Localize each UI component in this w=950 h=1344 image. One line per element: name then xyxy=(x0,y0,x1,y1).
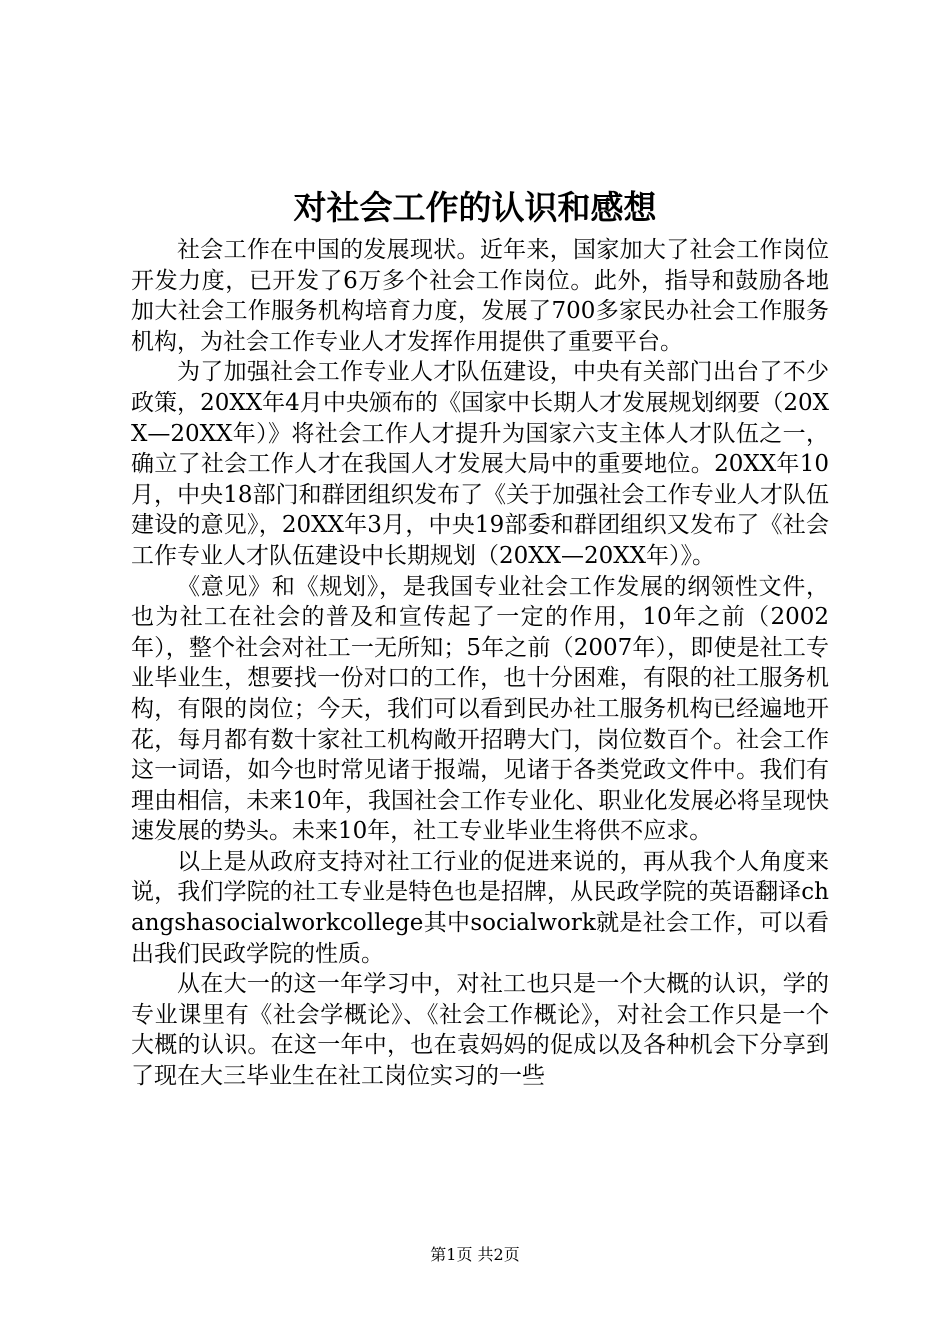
page-footer: 第1页 共2页 xyxy=(430,1245,520,1264)
paragraph-1: 社会工作在中国的发展现状。近年来，国家加大了社会工作岗位开发力度，已开发了6万多个社会工作岗位。此外，指导和鼓励各地加大社会工作服务机构培育力度，发展了700多家民办社会工作服务机构，为社会工作专业人才发挥作用提供了重要平台。 xyxy=(131,237,829,355)
document-title: 对社会工作的认识和感想 xyxy=(293,188,657,227)
paragraph-5: 从在大一的这一年学习中，对社工也只是一个大概的认识，学的专业课里有《社会学概论》、《社会工作概论》，对社会工作只是一个大概的认识。在这一年中，也在袁妈妈的促成以及各种机会下分享到了现在大三毕业生在社工岗位实习的一些 xyxy=(131,971,829,1090)
paragraph-2: 为了加强社会工作专业人才队伍建设，中央有关部门出台了不少政策，20XX年4月中央颁布的《国家中长期人才发展规划纲要（20XX—20XX年）》将社会工作人才提升为国家六支主体人才队伍之一，确立了社会工作人才在我国人才发展大局中的重要地位。20XX年10月，中央18部门和群团组织发布了《关于加强社会工作专业人才队伍建设的意见》，20XX年3月，中央19部委和群团组织又发布了《社会工作专业人才队伍建设中长期规划（20XX—20XX年）》。 xyxy=(131,359,829,569)
paragraph-4: 以上是从政府支持对社工行业的促进来说的，再从我个人角度来说，我们学院的社工专业是特色也是招牌，从民政学院的英语翻译changshasocialworkcollege其中socialwork就是社会工作，可以看出我们民政学院的性质。 xyxy=(131,848,829,967)
paragraph-3: 《意见》和《规划》，是我国专业社会工作发展的纲领性文件，也为社工在社会的普及和宣传起了一定的作用，10年之前（2002年），整个社会对社工一无所知；5年之前（2007年），即使是社工专业毕业生，想要找一份对口的工作，也十分困难，有限的社工服务机构，有限的岗位；今天，我们可以看到民办社工服务机构已经遍地开花，每月都有数十家社工机构敞开招聘大门，岗位数百个。社会工作这一词语，如今也时常见诸于报端，见诸于各类党政文件中。我们有理由相信，未来10年，我国社会工作专业化、职业化发展必将呈现快速发展的势头。未来10年，社工专业毕业生将供不应求。 xyxy=(131,573,829,845)
document-body xyxy=(131,235,829,1092)
